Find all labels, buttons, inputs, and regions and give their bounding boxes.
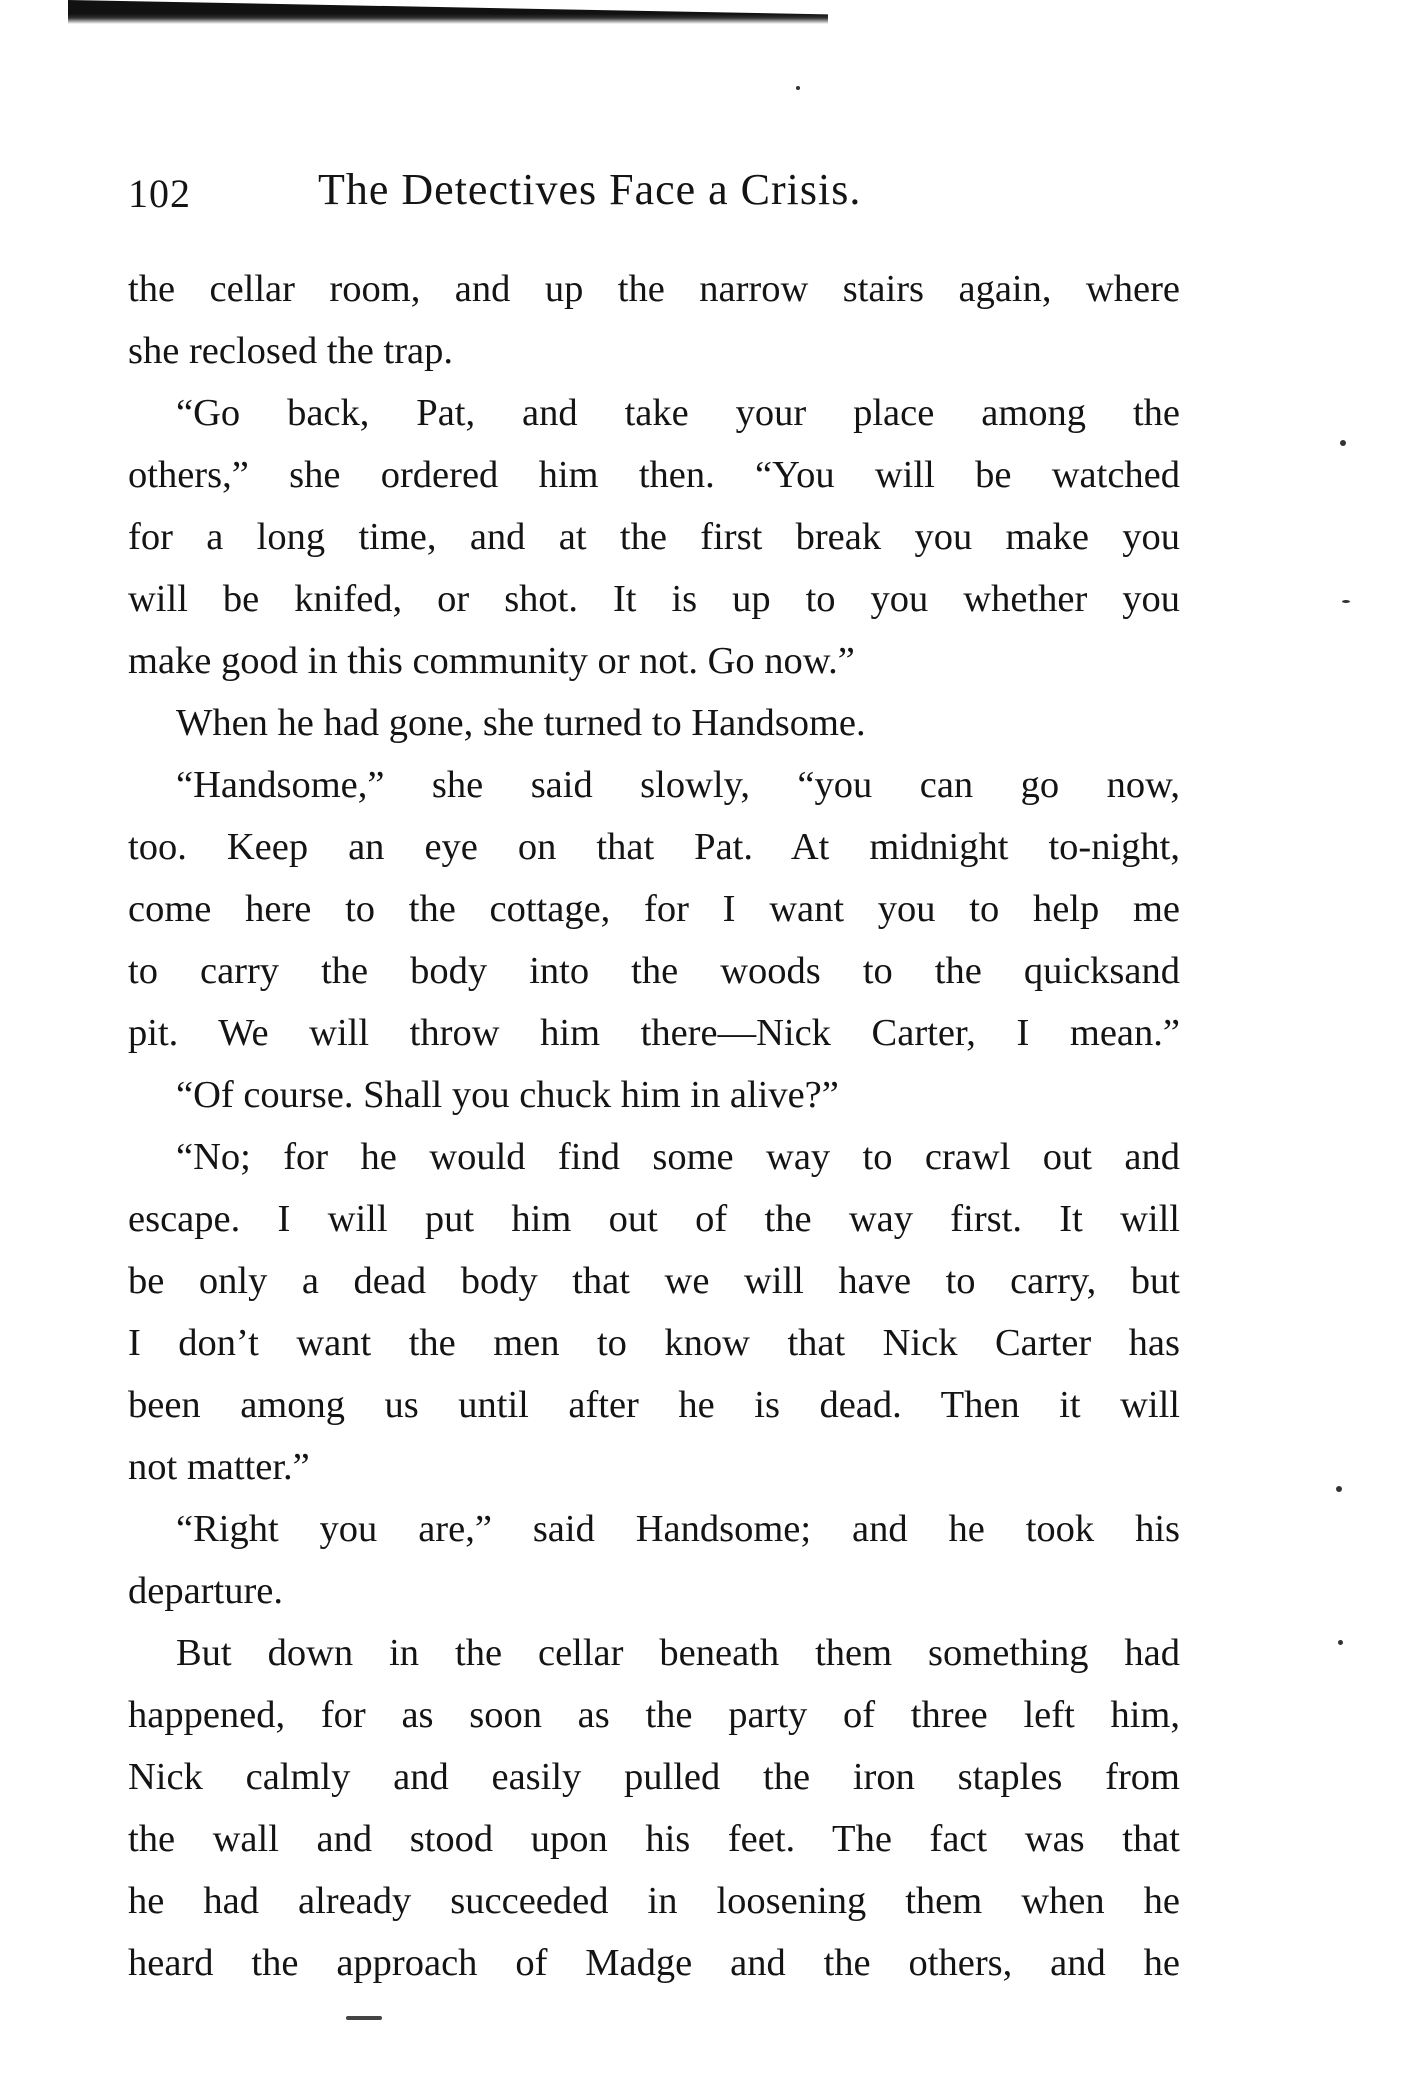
text-line: will be knifed, or shot. It is up to you whether you	[128, 578, 1180, 620]
text-line: “Handsome,” she said slowly, “you can go now,	[176, 764, 1180, 806]
text-line: departure.	[128, 1570, 283, 1612]
page-number: 102	[128, 171, 191, 216]
text-line: for a long time, and at the first break you make you	[128, 516, 1180, 558]
text-line: “Right you are,” said Handsome; and he took his	[176, 1508, 1180, 1550]
text-line: escape. I will put him out of the way first. It will	[128, 1198, 1180, 1240]
text-line: happened, for as soon as the party of three left him,	[128, 1694, 1180, 1736]
text-line: been among us until after he is dead. Then it will	[128, 1384, 1180, 1426]
text-line: pit. We will throw him there—Nick Carter, I mean.”	[128, 1012, 1180, 1054]
scan-speck	[796, 86, 800, 90]
text-line: he had already succeeded in loosening them when he	[128, 1880, 1180, 1922]
text-line: I don’t want the men to know that Nick Carter has	[128, 1322, 1180, 1364]
scan-speck	[1340, 440, 1346, 446]
scan-speck	[1338, 1640, 1343, 1645]
text-line: “Go back, Pat, and take your place among the	[176, 392, 1180, 434]
text-line: others,” she ordered him then. “You will be watched	[128, 454, 1180, 496]
text-line: be only a dead body that we will have to carry, but	[128, 1260, 1180, 1302]
text-line: to carry the body into the woods to the quicksand	[128, 950, 1180, 992]
text-line: make good in this community or not. Go now.”	[128, 640, 855, 682]
text-line: too. Keep an eye on that Pat. At midnight to-night,	[128, 826, 1180, 868]
body-text	[128, 258, 1180, 1994]
text-line: But down in the cellar beneath them something had	[176, 1632, 1180, 1674]
text-line: “Of course. Shall you chuck him in alive?”	[176, 1074, 839, 1116]
text-line: not matter.”	[128, 1446, 310, 1488]
running-title: The Detectives Face a Crisis.	[318, 165, 862, 214]
text-line: heard the approach of Madge and the others, and he	[128, 1942, 1180, 1984]
scan-speck	[1342, 600, 1350, 603]
text-line: come here to the cottage, for I want you to help me	[128, 888, 1180, 930]
footer-mark	[346, 2016, 382, 2020]
text-line: the wall and stood upon his feet. The fact was that	[128, 1818, 1180, 1860]
page-header	[128, 160, 1188, 220]
text-line: When he had gone, she turned to Handsome.	[176, 702, 866, 744]
text-line: she reclosed the trap.	[128, 330, 453, 372]
top-border-rule	[68, 0, 828, 24]
scan-speck	[1336, 1486, 1342, 1492]
text-line: “No; for he would find some way to crawl out and	[176, 1136, 1180, 1178]
text-line: the cellar room, and up the narrow stairs again, where	[128, 268, 1180, 310]
text-line: Nick calmly and easily pulled the iron staples from	[128, 1756, 1180, 1798]
